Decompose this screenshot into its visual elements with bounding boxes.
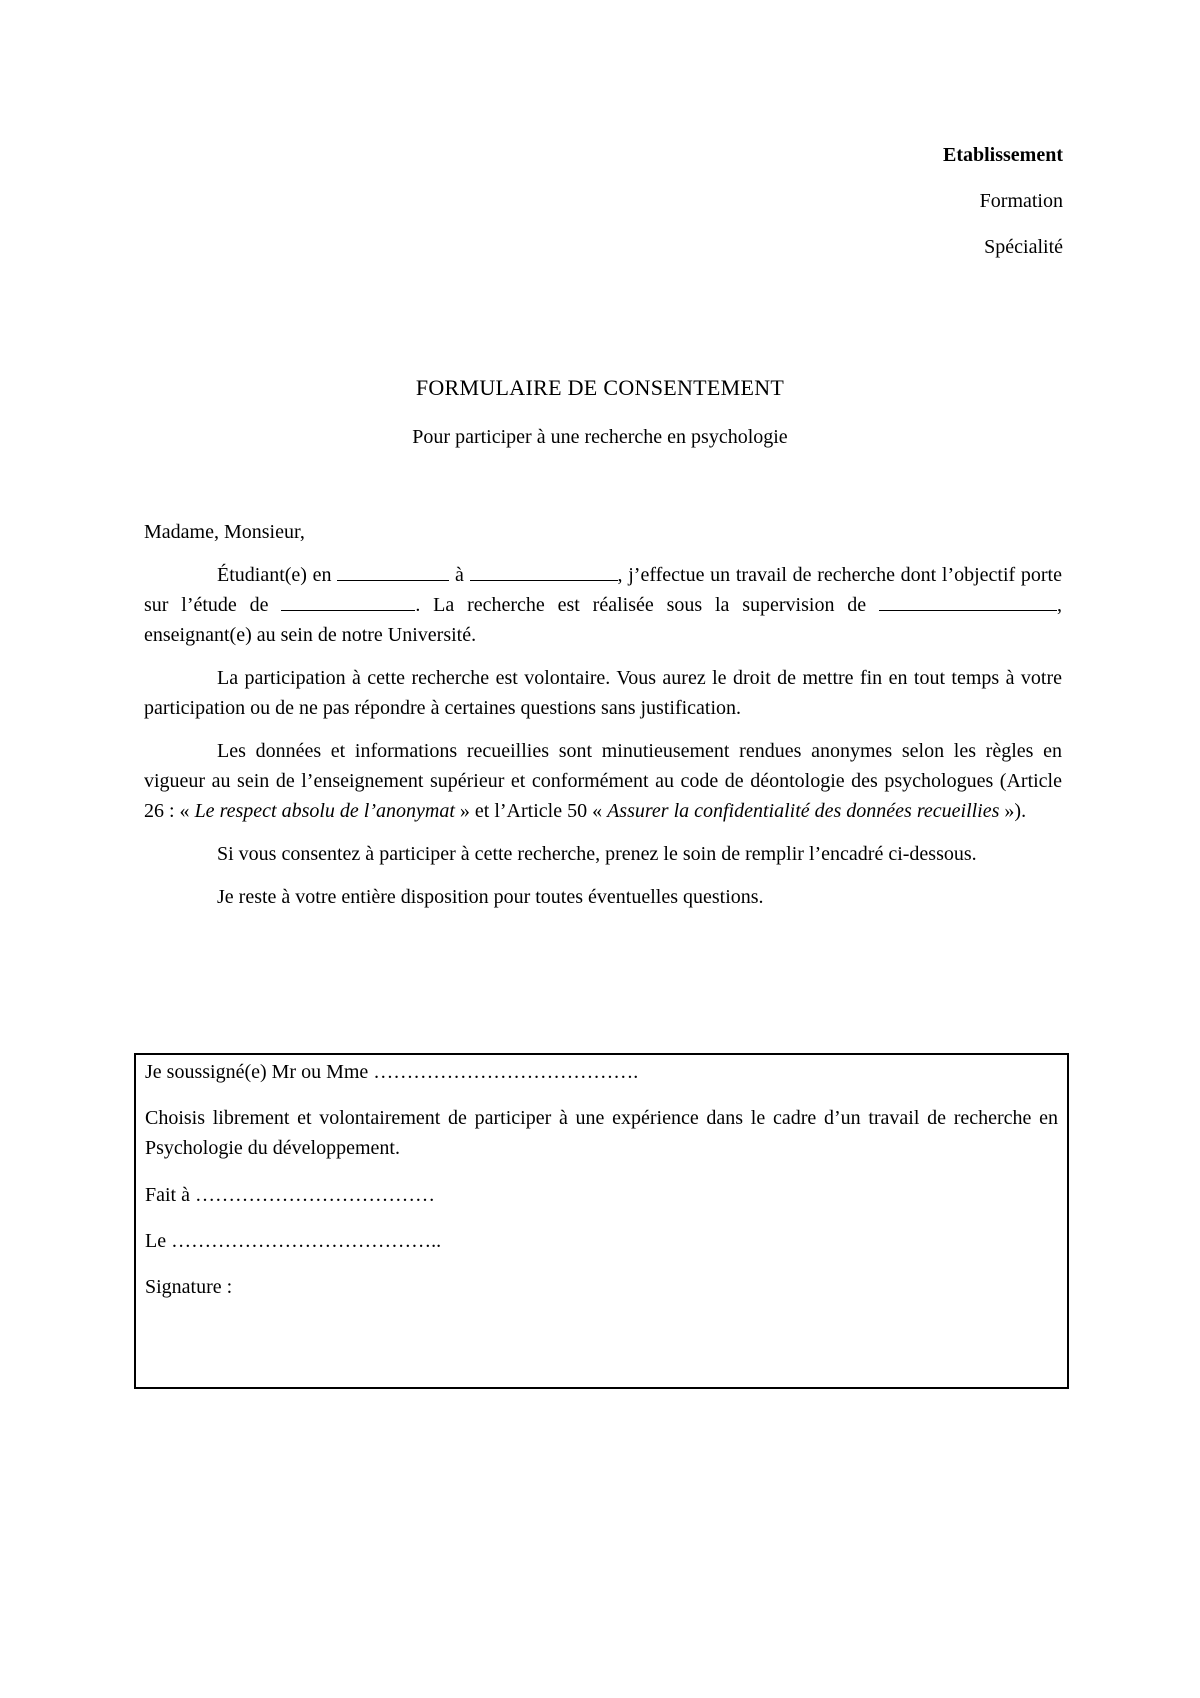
paragraph-text: » et l’Article 50 « xyxy=(454,800,608,822)
paragraph-voluntary: La participation à cette recherche est volontaire. Vous aurez le droit de mettre fin en tout temps à votre participation ou de ne pas répondre à certaines questions sans justification. xyxy=(144,667,1062,719)
paragraph-text: Les données et informations recueillies sont minutieusement rendues anonymes selon les règles en vigueur au sein de l’enseignement supérieur et conformément au code de déontologie des psychologues (Article 26 : « xyxy=(144,740,1062,822)
letter-body xyxy=(144,517,1062,912)
paragraph-text: , j’effectue un travail de recherche dont l’objectif porte sur l’étude de xyxy=(144,564,1062,616)
paragraph-text: , enseignant(e) au sein de notre Université. xyxy=(144,594,1062,646)
consent-statement: Choisis librement et volontairement de participer à une expérience dans le cadre d’un travail de recherche en Psychologie du développement. xyxy=(145,1107,1058,1159)
paragraph-text: Étudiant(e) en xyxy=(217,564,338,586)
institution-header xyxy=(943,143,1063,281)
salutation: Madame, Monsieur, xyxy=(144,521,305,543)
consent-box xyxy=(134,1053,1069,1389)
paragraph-study-info xyxy=(144,560,1062,650)
quote-confidentiality: Assurer la confidentialité des données recueillies xyxy=(607,800,1000,822)
document-subtitle: Pour participer à une recherche en psychologie xyxy=(412,426,788,448)
paragraph-text: . La recherche est réalisée sous la supervision de xyxy=(415,594,879,616)
blank-field-university[interactable] xyxy=(470,562,618,581)
blank-field-supervisor[interactable] xyxy=(879,592,1057,611)
paragraph-consent-instruction: Si vous consentez à participer à cette recherche, prenez le soin de remplir l’encadré ci-dessous. xyxy=(217,843,977,865)
undersigned-field[interactable]: Je soussigné(e) Mr ou Mme …………………………………. xyxy=(145,1061,639,1083)
signature-field[interactable]: Signature : xyxy=(145,1276,233,1298)
place-field[interactable]: Fait à ……………………………… xyxy=(145,1184,435,1206)
paragraph-availability: Je reste à votre entière disposition pour toutes éventuelles questions. xyxy=(217,886,764,908)
blank-field-study-topic[interactable] xyxy=(281,592,415,611)
paragraph-data-anonymity xyxy=(144,736,1062,826)
date-field[interactable]: Le ………………………………….. xyxy=(145,1230,442,1252)
formation-label: Formation xyxy=(979,190,1063,212)
document-title: FORMULAIRE DE CONSENTEMENT xyxy=(415,375,785,400)
quote-anonymity: Le respect absolu de l’anonymat xyxy=(194,800,455,822)
paragraph-text: »). xyxy=(999,800,1027,822)
specialty-label: Spécialité xyxy=(984,236,1063,258)
establishment-label: Etablissement xyxy=(943,144,1063,166)
blank-field-program[interactable] xyxy=(337,562,449,581)
paragraph-text: à xyxy=(449,564,470,586)
